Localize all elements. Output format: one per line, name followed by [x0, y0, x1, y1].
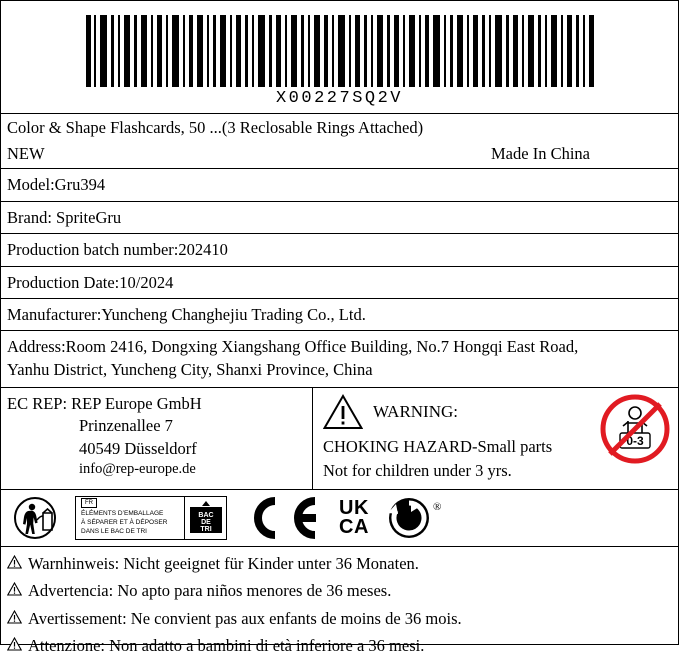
green-dot-recycling-icon	[387, 496, 441, 540]
svg-text:TRI: TRI	[199, 525, 212, 533]
barcode-number: X00227SQ2V	[275, 89, 404, 108]
warning-it	[7, 632, 672, 660]
ukca-line-2: CA	[339, 515, 369, 538]
svg-text:BAC: BAC	[197, 511, 214, 519]
warning-triangle-icon	[7, 555, 22, 569]
registered-mark: ®	[432, 500, 441, 513]
condition-origin-row	[1, 142, 678, 170]
model-row: Model:Gru394	[1, 169, 678, 201]
triman-line-2: À SÉPARER ET À DÉPOSER	[81, 519, 168, 527]
triman-line-1: ÉLÉMENTS D’EMBALLAGE	[81, 510, 164, 518]
warning-triangle-icon	[7, 610, 22, 624]
compliance-symbols-row	[1, 490, 678, 547]
warning-fr-text: Avertissement: Ne convient pas aux enfants de moins de 36 mois.	[28, 608, 462, 628]
product-origin: Made In China	[491, 143, 590, 163]
address-line-2: Yanhu District, Yuncheng City, Shanxi Province, China	[7, 359, 373, 379]
ec-rep-city: 40549 Düsseldorf	[79, 438, 197, 458]
production-batch-row: Production batch number:202410	[1, 234, 678, 266]
warning-fr	[7, 605, 672, 633]
ec-rep-street: Prinzenallee 7	[79, 416, 173, 436]
choking-hazard-block	[313, 388, 678, 489]
age-badge-text: 0-3	[626, 433, 644, 448]
ecrep-warning-row	[1, 388, 678, 490]
warning-it-text: Attenzione: Non adatto a bambini di età inferiore a 36 mesi.	[28, 636, 425, 656]
triman-recycling-icon	[188, 501, 224, 535]
ec-rep-block	[1, 388, 313, 489]
product-condition: NEW	[7, 143, 45, 163]
warning-triangle-icon	[7, 637, 22, 651]
address-line-1: Address:Room 2416, Dongxing Xiangshang Office Building, No.7 Hongqi East Road,	[7, 337, 579, 357]
ukca-line-1: UK	[339, 496, 369, 519]
triman-fr-tag: FR	[81, 498, 97, 508]
ec-rep-name: EC REP: REP Europe GmbH	[7, 393, 202, 413]
multilingual-warnings	[1, 547, 678, 660]
ce-mark-icon	[245, 497, 321, 539]
warning-es-text: Advertencia: No apto para niños menores de 36 meses.	[28, 581, 392, 601]
brand-row: Brand: SpriteGru	[1, 202, 678, 234]
tidyman-icon	[13, 496, 57, 540]
warning-line-3: Not for children under 3 yrs.	[323, 461, 512, 481]
warning-triangle-icon	[7, 582, 22, 596]
product-title: Color & Shape Flashcards, 50 ...(3 Reclosable Rings Attached)	[7, 118, 424, 137]
triman-line-3: DANS LE BAC DE TRI	[81, 527, 147, 535]
warning-triangle-icon	[323, 394, 363, 430]
production-date-row: Production Date:10/2024	[1, 267, 678, 299]
svg-text:DE: DE	[200, 518, 211, 526]
ec-rep-email: info@rep-europe.de	[79, 460, 196, 477]
triman-sorting-box	[75, 496, 227, 540]
warning-de-text: Warnhinweis: Nicht geeignet für Kinder unter 36 Monaten.	[28, 553, 419, 573]
warning-heading: WARNING:	[373, 401, 458, 421]
no-children-under-3-icon	[598, 392, 672, 466]
manufacturer-row: Manufacturer:Yuncheng Changhejiu Trading Co., Ltd.	[1, 299, 678, 331]
warning-es	[7, 577, 672, 605]
address-row	[1, 331, 678, 388]
warning-line-2: CHOKING HAZARD-Small parts	[323, 436, 553, 456]
barcode-icon	[86, 15, 594, 87]
ukca-mark-icon	[339, 496, 369, 538]
warning-de	[7, 550, 672, 578]
barcode-block	[1, 1, 678, 114]
